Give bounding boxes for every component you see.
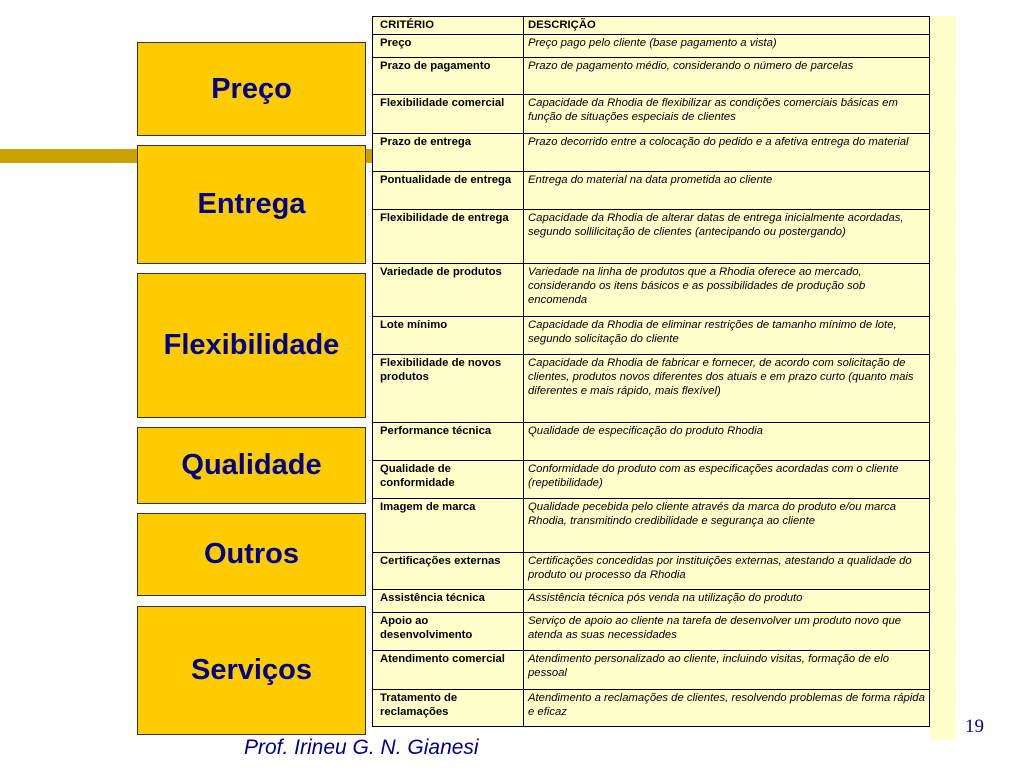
descricao-cell: Prazo de pagamento médio, considerando o número de parcelas [524,58,930,95]
table-row [373,590,930,613]
descricao-cell: Capacidade da Rhodia de alterar datas de entrega inicialmente acordadas, segundo sollilicitação de clientes (antecipando ou postergando) [524,210,930,264]
category-box-preco [137,42,366,136]
author-footer: Prof. Irineu G. N. Gianesi [244,736,479,759]
category-box-qualidade [137,427,366,504]
criterio-cell: Preço [373,35,524,58]
criterio-cell: Lote mínimo [373,317,524,355]
table-row [373,35,930,58]
criterio-cell: Performance técnica [373,423,524,461]
category-label: Serviços [191,654,312,686]
descricao-cell: Entrega do material na data prometida ao cliente [524,172,930,210]
page-number: 19 [965,716,984,737]
descricao-cell: Serviço de apoio ao cliente na tarefa de desenvolver um produto novo que atenda as suas necessidades [524,613,930,651]
descricao-cell: Variedade na linha de produtos que a Rhodia oferece ao mercado, considerando os itens básicos e as possibilidades de produção sob encomenda [524,264,930,317]
table-row [373,499,930,553]
category-box-flexibilidade [137,273,366,418]
category-label: Entrega [197,188,306,220]
table-row [373,690,930,727]
criterio-cell: Prazo de pagamento [373,58,524,95]
criterio-cell: Imagem de marca [373,499,524,553]
table-header-row [373,17,930,35]
category-box-servicos [137,606,366,735]
table-row [373,264,930,317]
descricao-cell: Assistência técnica pós venda na utilização do produto [524,590,930,613]
descricao-cell: Capacidade da Rhodia de flexibilizar as condições comerciais básicas em função de situações especiais de clientes [524,95,930,134]
table-row [373,553,930,590]
table-row [373,134,930,172]
table-row [373,317,930,355]
descricao-cell: Prazo decorrido entre a colocação do pedido e a afetiva entrega do material [524,134,930,172]
category-label: Preço [211,72,292,105]
table-row [373,461,930,499]
descricao-cell: Conformidade do produto com as especificações acordadas com o cliente (repetibilidade) [524,461,930,499]
criterio-cell: Flexibilidade de novos produtos [373,355,524,423]
side-strip [930,16,956,740]
category-label: Outros [203,538,300,570]
criterio-cell: Prazo de entrega [373,134,524,172]
descricao-cell: Capacidade da Rhodia de eliminar restrições de tamanho mínimo de lote, segundo solicitação do cliente [524,317,930,355]
table-row [373,58,930,95]
header-descricao: DESCRIÇÃO [524,17,930,35]
descricao-cell: Capacidade da Rhodia de fabricar e fornecer, de acordo com solicitação de clientes, produtos novos diferentes dos atuais e em prazo curto (quanto mais diferentes e mais rápido, mais flexível) [524,355,930,423]
criterio-cell: Certificações externas [373,553,524,590]
criterio-cell: Apoio ao desenvolvimento [373,613,524,651]
category-label: Qualidade [181,449,322,481]
criterio-cell: Atendimento comercial [373,651,524,690]
criterio-cell: Variedade de produtos [373,264,524,317]
descricao-cell: Certificações concedidas por instituições externas, atestando a qualidade do produto ou processo da Rhodia [524,553,930,590]
table-row [373,423,930,461]
criterio-cell: Flexibilidade comercial [373,95,524,134]
header-criterio: CRITÉRIO [373,17,524,35]
descricao-cell: Preço pago pelo cliente (base pagamento a vista) [524,35,930,58]
table-row [373,95,930,134]
descricao-cell: Atendimento a reclamações de clientes, resolvendo problemas de forma rápida e eficaz [524,690,930,727]
criteria-table [372,16,930,727]
descricao-cell: Qualidade pecebida pelo cliente através da marca do produto e/ou marca Rhodia, transmitindo credibilidade e segurança ao cliente [524,499,930,553]
criterio-cell: Qualidade de conformidade [373,461,524,499]
descricao-cell: Atendimento personalizado ao cliente, incluindo visitas, formação de elo pessoal [524,651,930,690]
table-row [373,355,930,423]
criterio-cell: Flexibilidade de entrega [373,210,524,264]
category-label: Flexibilidade [163,329,340,361]
category-box-outros [137,513,366,596]
category-box-entrega [137,145,366,264]
table-row [373,172,930,210]
descricao-cell: Qualidade de especificação do produto Rhodia [524,423,930,461]
table-row [373,210,930,264]
table-row [373,651,930,690]
criterio-cell: Assistência técnica [373,590,524,613]
criterio-cell: Pontualidade de entrega [373,172,524,210]
criterio-cell: Tratamento de reclamações [373,690,524,727]
table-row [373,613,930,651]
